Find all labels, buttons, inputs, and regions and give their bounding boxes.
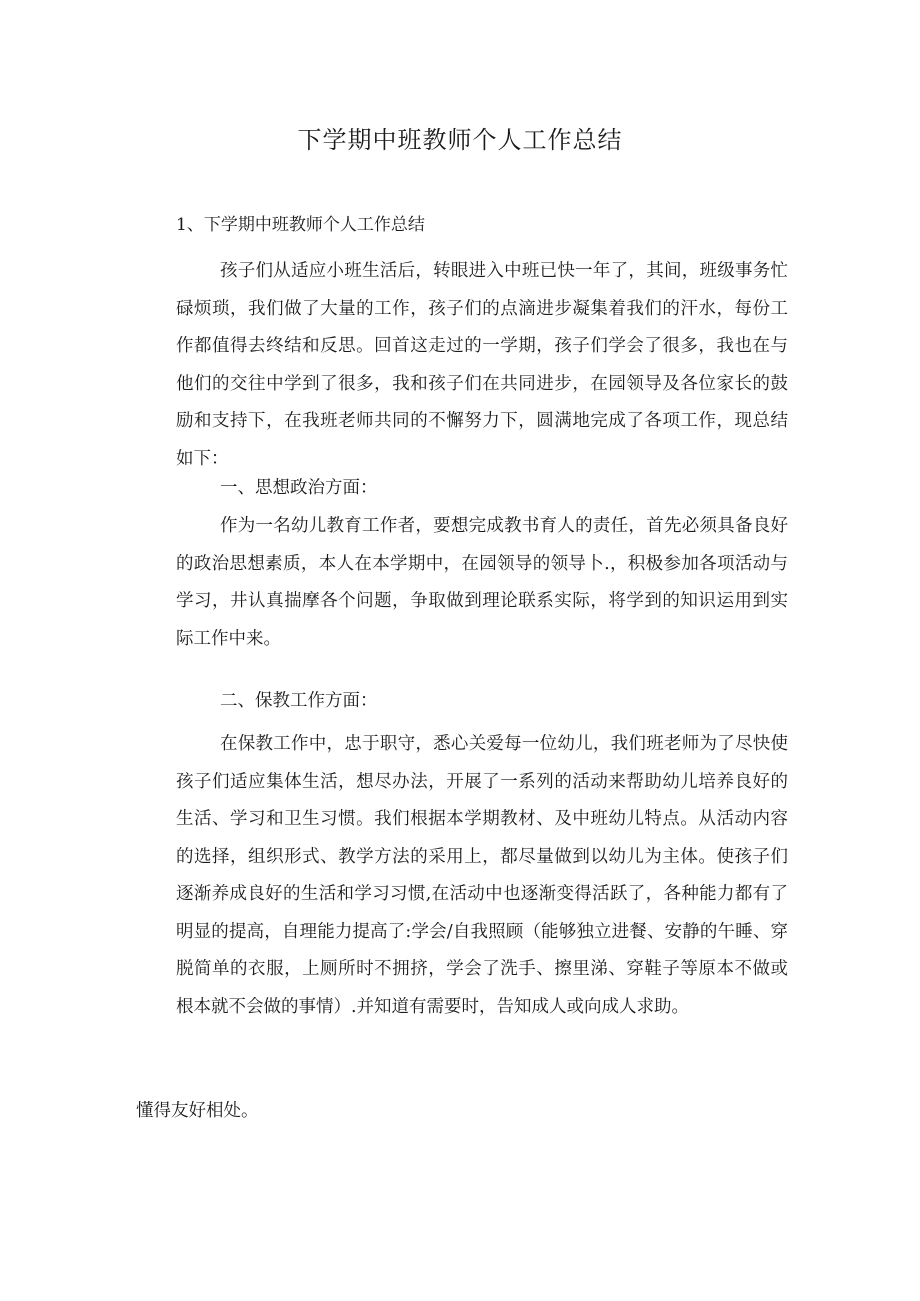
care-education-paragraph: 在保教工作中，忠于职守，悉心关爱每一位幼儿，我们班老师为了尽快使孩子们适应集体生活，想尽办法，开展了一系列的活动来帮助幼儿培养良好的生活、学习和卫生习惯。我们根据本学期教材、及中班幼儿特点。从活动内容的选择，组织形式、教学方法的采用上，都尽量做到以幼儿为主体。使孩子们逐渐养成良好的生活和学习习惯,在活动中也逐渐变得活跃了，各种能力都有了明显的提高，自理能力提高了:学会/自我照顾（能够独立进餐、安静的午睡、穿脱简单的衣服，上厕所时不拥挤，学会了洗手、擦里涕、穿鞋子等原本不做或根本就不会做的事情）.并知道有需要时，告知成人或向成人求助。 [176,734,788,1017]
section-heading-care-education: 二、保教工作方面： [220,691,378,711]
section-heading-politics: 一、思想政治方面： [220,478,378,498]
intro-paragraph: 孩子们从适应小班生活后，转眼进入中班已快一年了，其间，班级事务忙碌烦琐，我们做了大量的工作，孩子们的点滴进步凝集着我们的汗水，每份工作都值得去终结和反思。回首这走过的一学期，孩子们学会了很多，我也在与他们的交往中学到了很多，我和孩子们在共同进步，在园领导及各位家长的鼓励和支持下，在我班老师共同的不懈努力下，圆满地完成了各项工作，现总结如下： [176,261,788,469]
section-subheading: 1、下学期中班教师个人工作总结 [176,215,425,235]
politics-paragraph: 作为一名幼儿教育工作者，要想完成教书育人的责任，首先必须具备良好的政治思想素质，本人在本学期中，在园领导的领导卜.，积极参加各项活动与学习，井认真揣摩各个问题，争取做到理论联系实际，将学到的知识运用到实际工作中来。 [176,516,788,649]
document-title: 下学期中班教师个人工作总结 [297,126,623,154]
tail-line: 懂得友好相处。 [136,1101,259,1121]
